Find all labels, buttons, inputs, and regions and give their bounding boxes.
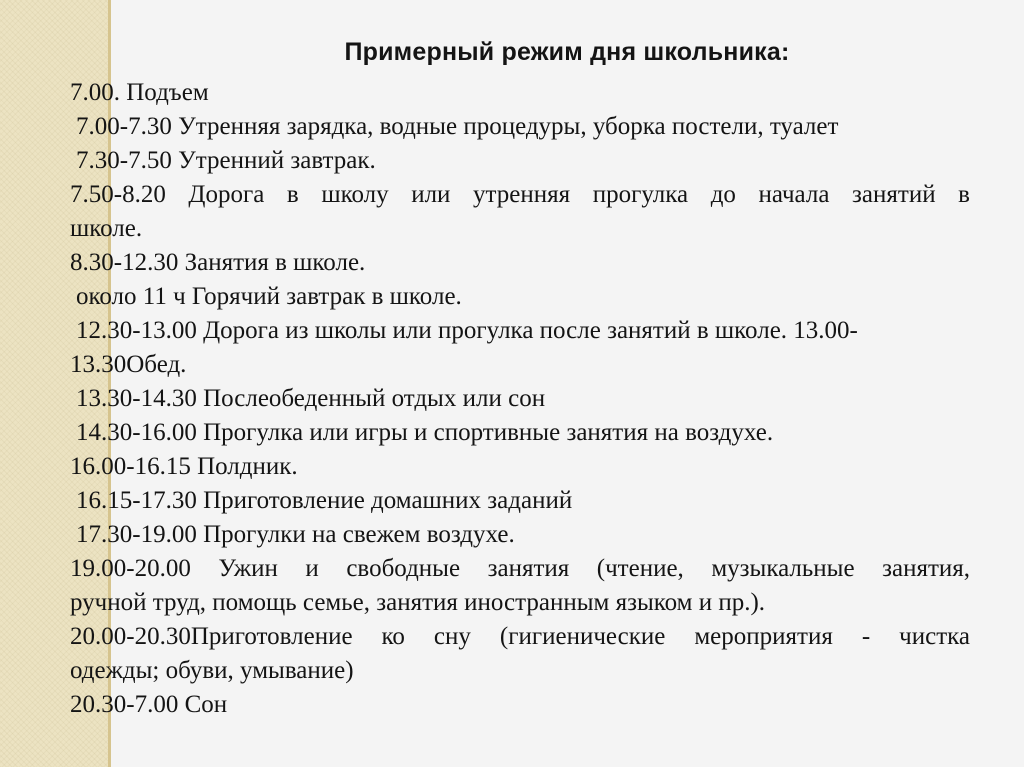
schedule-line-fresh-air: 17.30-19.00 Прогулки на свежем воздухе. — [76, 521, 515, 548]
schedule-line-lunch: 13.30Обед. — [70, 351, 187, 378]
schedule-line-road-to-school: 7.50-8.20 Дорога в школу или утренняя прогулка до начала занятий в — [70, 181, 970, 208]
schedule-line-dinner: 19.00-20.00 Ужин и свободные занятия (чтение, музыкальные занятия, — [70, 555, 970, 582]
schedule-line-exercise: 7.00-7.30 Утренняя зарядка, водные процедуры, уборка постели, туалет — [76, 113, 839, 140]
schedule-line-road-to-school-cont: школе. — [70, 215, 143, 242]
schedule-line-snack: 16.00-16.15 Полдник. — [70, 453, 298, 480]
schedule-line-hot-breakfast: около 11 ч Горячий завтрак в школе. — [76, 283, 462, 310]
schedule-line-bedtime-prep-cont: одежды; обуви, умывание) — [70, 657, 354, 684]
schedule-line-breakfast: 7.30-7.50 Утренний завтрак. — [76, 147, 376, 174]
schedule-line-walk-games: 14.30-16.00 Прогулка или игры и спортивные занятия на воздухе. — [76, 419, 774, 446]
schedule-line-lessons: 8.30-12.30 Занятия в школе. — [70, 249, 366, 276]
schedule-line-bedtime-prep: 20.00-20.30Приготовление ко сну (гигиенические мероприятия - чистка — [70, 623, 970, 650]
schedule-line-dinner-cont: ручной труд, помощь семье, занятия иностранным языком и пр.). — [70, 589, 766, 616]
schedule-line-wake-up: 7.00. Подъем — [70, 79, 209, 106]
schedule-line-rest: 13.30-14.30 Послеобеденный отдых или сон — [76, 385, 546, 412]
schedule-list — [70, 76, 970, 722]
schedule-line-sleep: 20.30-7.00 Сон — [70, 691, 228, 718]
schedule-line-homework: 16.15-17.30 Приготовление домашних заданий — [76, 487, 573, 514]
slide-title: Примерный режим дня школьника: — [344, 38, 790, 66]
schedule-line-road-home: 12.30-13.00 Дорога из школы или прогулка после занятий в школе. 13.00- — [76, 317, 858, 344]
